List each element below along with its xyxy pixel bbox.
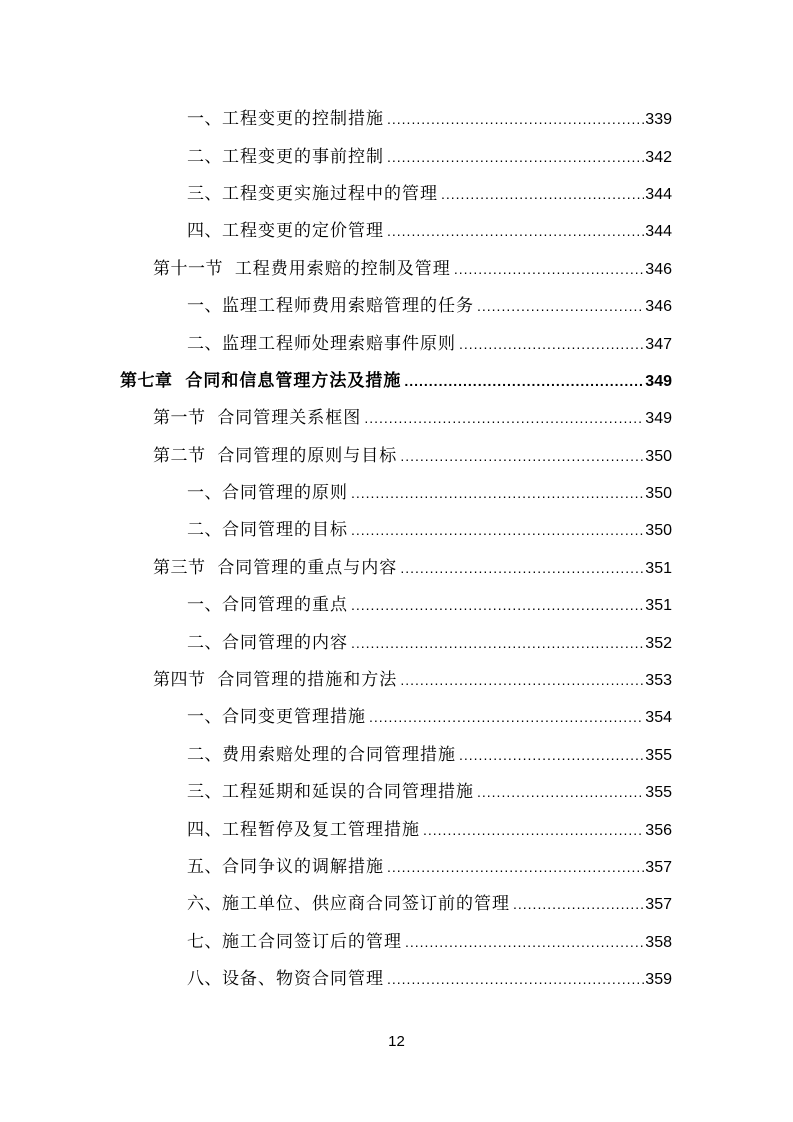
toc-row <box>0 475 793 512</box>
toc-section-entry[interactable] <box>153 258 672 279</box>
toc-entry-number: 六、 <box>187 894 222 915</box>
toc-entry-number: 第二节 <box>153 445 218 466</box>
toc-entry-number: 第十一节 <box>153 258 235 279</box>
toc-row <box>0 325 793 362</box>
toc-row <box>0 138 793 175</box>
toc-entry-title: 合同争议的调解措施 <box>222 857 384 877</box>
toc-entry-title: 工程变更的定价管理 <box>222 221 384 242</box>
toc-entry-page: 352 <box>645 634 672 652</box>
toc-row <box>0 587 793 624</box>
toc-row <box>0 400 793 437</box>
toc-entry-number: 一、 <box>187 595 222 616</box>
toc-dot-leader <box>405 935 644 949</box>
toc-dot-leader <box>387 972 644 986</box>
toc-entry-number: 一、 <box>187 109 222 130</box>
toc-entry-number: 三、 <box>187 782 222 803</box>
toc-dot-leader <box>513 897 644 911</box>
toc-row <box>0 101 793 138</box>
toc-entry-title: 工程变更的事前控制 <box>222 146 384 167</box>
toc-dot-leader <box>351 523 644 537</box>
toc-entry-title: 合同管理的原则 <box>222 483 348 504</box>
toc-row <box>0 363 793 400</box>
toc-subsection-entry[interactable] <box>187 784 672 801</box>
toc-subsection-entry[interactable] <box>187 632 672 653</box>
toc-chapter-entry[interactable] <box>120 370 672 391</box>
toc-row <box>0 699 793 736</box>
toc-dot-leader <box>387 112 644 126</box>
toc-entry-title: 工程延期和延误的合同管理措施 <box>222 782 474 803</box>
toc-entry-title: 费用索赔处理的合同管理措施 <box>222 744 456 765</box>
toc-entry-page: 350 <box>645 447 672 465</box>
toc-subsection-entry[interactable] <box>187 111 672 128</box>
toc-entry-page: 355 <box>645 784 672 802</box>
toc-entry-title: 合同变更管理措施 <box>222 707 366 728</box>
toc-subsection-entry[interactable] <box>187 597 672 614</box>
toc-dot-leader <box>459 748 644 762</box>
toc-subsection-entry[interactable] <box>187 146 672 167</box>
toc-dot-leader <box>387 860 644 874</box>
toc-section-entry[interactable] <box>153 557 672 578</box>
toc-subsection-entry[interactable] <box>187 333 672 354</box>
toc-subsection-entry[interactable] <box>187 522 672 539</box>
toc-section-entry[interactable] <box>153 672 672 689</box>
toc-section-entry[interactable] <box>153 410 672 427</box>
toc-subsection-entry[interactable] <box>187 183 672 204</box>
toc-row <box>0 849 793 886</box>
toc-entry-number: 一、 <box>187 707 222 728</box>
toc-row <box>0 550 793 587</box>
toc-row <box>0 886 793 923</box>
toc-row <box>0 961 793 998</box>
toc-row <box>0 213 793 250</box>
toc-dot-leader <box>423 823 644 837</box>
toc-dot-leader <box>387 224 644 238</box>
toc-entry-title: 施工单位、供应商合同签订前的管理 <box>222 894 510 915</box>
toc-entry-page: 346 <box>645 298 672 316</box>
toc-dot-leader <box>400 561 644 575</box>
toc-entry-title: 监理工程师费用索赔管理的任务 <box>222 296 474 317</box>
toc-row <box>0 251 793 288</box>
toc-entry-title: 监理工程师处理索赔事件原则 <box>222 333 456 354</box>
toc-dot-leader <box>387 150 644 164</box>
toc-row <box>0 662 793 699</box>
toc-dot-leader <box>454 262 644 276</box>
toc-entry-number: 二、 <box>187 632 222 653</box>
toc-subsection-entry[interactable] <box>187 744 672 765</box>
toc-entry-number: 一、 <box>187 296 222 317</box>
toc-entry-page: 358 <box>645 933 672 951</box>
toc-entry-title: 合同管理的重点 <box>222 595 348 616</box>
toc-entry-title: 工程变更实施过程中的管理 <box>222 183 438 204</box>
toc-entry-number: 二、 <box>187 520 222 541</box>
toc-dot-leader <box>351 486 644 500</box>
toc-entry-number: 第七章 <box>120 370 186 391</box>
table-of-contents <box>0 101 793 998</box>
toc-entry-number: 四、 <box>187 819 222 840</box>
toc-entry-title: 合同管理的内容 <box>222 632 348 653</box>
toc-entry-page: 349 <box>645 372 672 390</box>
toc-entry-number: 第四节 <box>153 670 218 691</box>
toc-dot-leader <box>369 710 644 724</box>
toc-entry-page: 353 <box>645 672 672 690</box>
toc-dot-leader <box>400 449 644 463</box>
toc-entry-page: 346 <box>645 260 672 278</box>
toc-entry-number: 五、 <box>187 857 222 877</box>
toc-subsection-entry[interactable] <box>187 931 672 952</box>
toc-dot-leader <box>364 411 644 425</box>
toc-entry-number: 二、 <box>187 333 222 354</box>
page-number: 12 <box>388 1033 405 1050</box>
toc-entry-page: 356 <box>645 821 672 839</box>
toc-subsection-entry[interactable] <box>187 485 672 502</box>
toc-entry-title: 合同管理关系框图 <box>217 408 362 429</box>
toc-row <box>0 438 793 475</box>
toc-entry-number: 二、 <box>187 146 222 167</box>
toc-entry-page: 349 <box>645 410 672 428</box>
toc-entry-title: 工程暂停及复工管理措施 <box>222 819 420 840</box>
toc-dot-leader <box>459 337 644 351</box>
toc-entry-number: 八、 <box>187 969 222 990</box>
toc-dot-leader <box>404 374 644 388</box>
toc-entry-title: 工程变更的控制措施 <box>222 109 384 130</box>
toc-entry-title: 施工合同签订后的管理 <box>222 931 402 952</box>
toc-entry-page: 342 <box>645 148 672 166</box>
toc-row <box>0 924 793 961</box>
toc-entry-page: 344 <box>645 223 672 241</box>
toc-entry-page: 347 <box>645 335 672 353</box>
toc-entry-title: 合同管理的原则与目标 <box>217 445 398 466</box>
toc-dot-leader <box>351 598 644 612</box>
toc-entry-title: 合同管理的目标 <box>222 520 348 541</box>
toc-entry-page: 351 <box>645 559 672 577</box>
toc-entry-page: 357 <box>645 896 672 914</box>
toc-entry-page: 344 <box>645 185 672 203</box>
toc-entry-number: 四、 <box>187 221 222 242</box>
toc-entry-number: 第一节 <box>153 408 218 429</box>
toc-entry-page: 354 <box>645 709 672 727</box>
toc-entry-title: 工程费用索赔的控制及管理 <box>234 258 451 279</box>
toc-entry-number: 第三节 <box>153 557 218 578</box>
toc-row <box>0 176 793 213</box>
toc-entry-title: 合同管理的措施和方法 <box>217 670 398 691</box>
toc-subsection-entry[interactable] <box>187 298 672 315</box>
toc-subsection-entry[interactable] <box>187 896 672 913</box>
toc-entry-number: 一、 <box>187 483 222 504</box>
toc-row <box>0 774 793 811</box>
toc-entry-page: 351 <box>645 597 672 615</box>
toc-entry-number: 七、 <box>187 931 222 952</box>
toc-row <box>0 811 793 848</box>
toc-subsection-entry[interactable] <box>187 859 672 876</box>
toc-row <box>0 288 793 325</box>
toc-section-entry[interactable] <box>153 445 672 466</box>
toc-entry-page: 359 <box>645 971 672 989</box>
toc-subsection-entry[interactable] <box>187 709 672 726</box>
toc-entry-page: 339 <box>645 111 672 129</box>
toc-dot-leader <box>351 636 644 650</box>
toc-entry-page: 350 <box>645 522 672 540</box>
toc-entry-title: 合同和信息管理方法及措施 <box>185 370 402 391</box>
toc-entry-title: 合同管理的重点与内容 <box>217 557 398 578</box>
toc-row <box>0 512 793 549</box>
toc-subsection-entry[interactable] <box>187 223 672 240</box>
toc-dot-leader <box>477 785 644 799</box>
toc-entry-title: 设备、物资合同管理 <box>222 969 384 990</box>
toc-dot-leader <box>477 299 644 313</box>
toc-entry-page: 357 <box>645 859 672 876</box>
toc-subsection-entry[interactable] <box>187 971 672 988</box>
toc-entry-number: 二、 <box>187 744 222 765</box>
toc-entry-number: 三、 <box>187 183 222 204</box>
toc-subsection-entry[interactable] <box>187 819 672 840</box>
toc-entry-page: 355 <box>645 746 672 764</box>
toc-dot-leader <box>441 187 644 201</box>
toc-row <box>0 624 793 661</box>
toc-dot-leader <box>400 673 644 687</box>
toc-row <box>0 737 793 774</box>
toc-entry-page: 350 <box>645 485 672 503</box>
